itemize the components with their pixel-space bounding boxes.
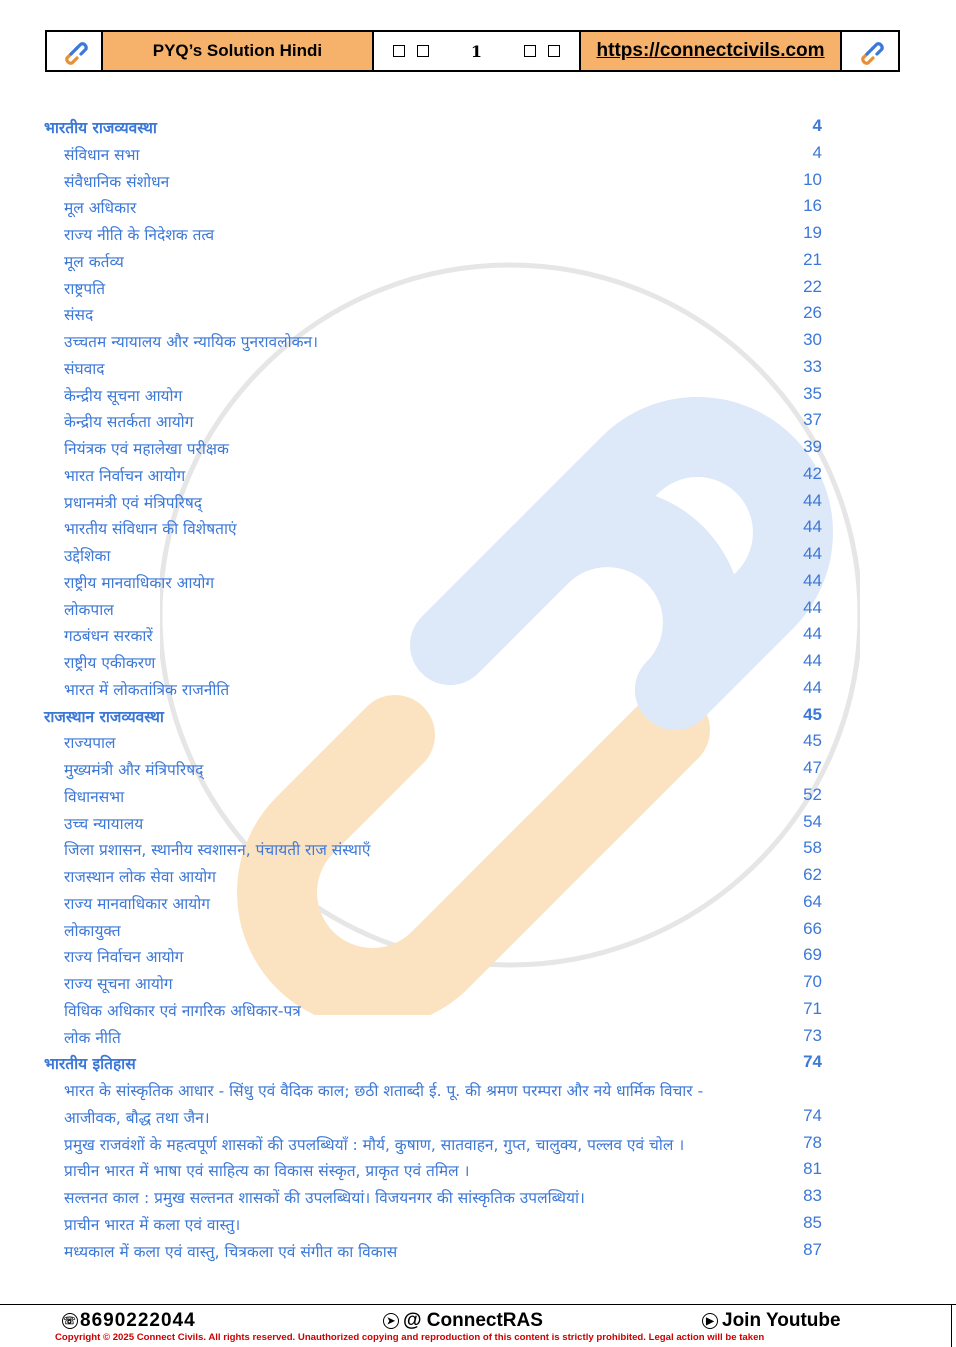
toc-entry-title: संवैधानिक संशोधन [64, 172, 170, 191]
toc-entry-page: 44 [803, 570, 822, 590]
toc-entry-page: 30 [803, 330, 822, 349]
toc-entry[interactable] [0, 1209, 956, 1236]
toc-entry-page: 45 [803, 704, 822, 724]
toc-entry-page: 44 [803, 544, 822, 563]
toc-entry[interactable] [0, 861, 956, 888]
toc-entry-title: राष्ट्रीय मानवाधिकार आयोग [64, 573, 215, 592]
toc-entry[interactable] [0, 380, 956, 407]
toc-entry[interactable] [0, 594, 956, 621]
toc-entry-page: 42 [803, 463, 822, 483]
toc-entry-page: 19 [803, 223, 822, 242]
toc-entry[interactable] [0, 727, 956, 754]
toc-entry[interactable] [0, 219, 956, 246]
toc-entry[interactable] [0, 1129, 956, 1156]
toc-entry-title: जिला प्रशासन, स्थानीय स्वशासन, पंचायती राज संस्थाएँ [64, 841, 371, 860]
toc-entry-page: 44 [803, 677, 822, 697]
toc-entry-page: 73 [803, 1025, 822, 1045]
toc-entry-title: उच्च न्यायालय [64, 814, 144, 833]
toc-entry-title: सल्तनत काल : प्रमुख सल्तनत शासकों की उपलब्धियां। विजयनगर की सांस्कृतिक उपलब्धियां। [64, 1189, 585, 1207]
toc-entry-page: 47 [803, 758, 822, 777]
toc-entry[interactable] [0, 754, 956, 781]
phone-number: 8690222044 [80, 1310, 196, 1331]
toc-entry-title: केन्द्रीय सतर्कता आयोग [64, 413, 194, 432]
toc-entry[interactable] [0, 1182, 956, 1209]
header-right-cell [842, 32, 898, 70]
toc-entry[interactable] [0, 299, 956, 326]
toc-entry-page: 21 [803, 249, 822, 269]
toc-entry[interactable] [0, 995, 956, 1022]
toc-entry-page: 37 [803, 410, 822, 430]
toc-entry-title: मूल कर्तव्य [64, 252, 124, 271]
telegram-handle: @ ConnectRAS [403, 1310, 543, 1331]
toc-entry-page: 70 [803, 972, 822, 991]
square-glyph-icon [524, 45, 536, 57]
toc-entry-page: 44 [803, 651, 822, 670]
toc-entry-title: विधिक अधिकार एवं नागरिक अधिकार-पत्र [64, 1001, 301, 1020]
toc-entry-title: राज्य सूचना आयोग [64, 975, 173, 993]
toc-entry[interactable] [0, 540, 956, 567]
toc-entry-page: 44 [803, 624, 822, 644]
toc-entry-title: प्राचीन भारत में भाषा एवं साहित्य का विकास संस्कृत, प्राकृत एवं तमिल । [64, 1162, 470, 1181]
toc-entry-page: 83 [803, 1186, 822, 1205]
toc-entry-page: 44 [803, 490, 822, 510]
toc-entry-page: 62 [803, 865, 822, 884]
toc-entry-page: 33 [803, 356, 822, 376]
toc-entry-page: 74 [803, 1052, 822, 1072]
toc-entry-title: संविधान सभा [64, 145, 140, 164]
toc-entry[interactable] [0, 1155, 956, 1182]
toc-section-heading[interactable] [0, 701, 956, 728]
toc-entry-title: उच्चतम न्यायालय और न्यायिक पुनरावलोकन। [64, 333, 319, 351]
toc-entry-page: 81 [803, 1159, 822, 1179]
toc-entry[interactable] [0, 353, 956, 380]
toc-entry[interactable] [0, 246, 956, 273]
toc-entry[interactable] [0, 915, 956, 942]
toc-entry-page: 22 [803, 276, 822, 296]
footer-telegram[interactable] [383, 1310, 543, 1332]
toc-entry[interactable] [0, 460, 956, 487]
toc-section-heading[interactable] [0, 112, 956, 139]
toc-entry[interactable] [0, 192, 956, 219]
toc-entry-title: राज्यपाल [64, 734, 116, 753]
toc-entry-title: संसद [64, 306, 94, 325]
toc-entry-page: 74 [803, 1105, 822, 1125]
toc-entry-title: भारत निर्वाचन आयोग [64, 466, 186, 485]
link-icon [59, 36, 89, 66]
toc-entry-page: 85 [803, 1212, 822, 1232]
toc-entry[interactable] [0, 273, 956, 300]
page-number-cell [374, 32, 580, 70]
toc-entry-page: 10 [803, 169, 822, 189]
toc-entry[interactable] [0, 968, 956, 995]
toc-entry-title: मूल अधिकार [64, 199, 137, 218]
page-footer [0, 1304, 956, 1347]
square-glyph-icon [417, 45, 429, 57]
header-title: PYQ’s Solution Hindi [103, 32, 375, 70]
toc-entry-page: 44 [803, 517, 822, 537]
footer-youtube[interactable] [702, 1310, 841, 1332]
toc-entry-page: 64 [803, 891, 822, 911]
toc-entry-page: 54 [803, 811, 822, 831]
toc-entry-page: 4 [812, 142, 822, 162]
page-number: 1 [470, 41, 483, 61]
toc-entry-title: उद्देशिका [64, 547, 111, 565]
toc-entry-title: मुख्यमंत्री और मंत्रिपरिषद् [64, 761, 204, 779]
toc-entry[interactable] [0, 1236, 956, 1263]
toc-entry[interactable] [0, 1075, 956, 1102]
toc-entry[interactable] [0, 1102, 956, 1129]
toc-entry-title: राष्ट्रीय एकीकरण [64, 654, 156, 672]
toc-entry-page: 16 [803, 196, 822, 216]
square-glyph-icon [548, 45, 560, 57]
toc-entry-title: लोकपाल [64, 600, 114, 619]
toc-entry-title: केन्द्रीय सूचना आयोग [64, 386, 183, 405]
toc-entry[interactable] [0, 166, 956, 193]
youtube-label: Join Youtube [722, 1310, 841, 1331]
toc-entry-title: संघवाद [64, 359, 105, 378]
toc-entry-title: भारतीय इतिहास [44, 1055, 136, 1074]
toc-entry-title: भारत के सांस्कृतिक आधार - सिंधु एवं वैदिक काल; छठी शताब्दी ई. पू. की श्रमण परम्परा और नये धार्मिक विचार - [64, 1082, 704, 1100]
telegram-icon: ➤ [383, 1313, 399, 1329]
toc-entry-title: प्राचीन भारत में कला एवं वास्तु। [64, 1215, 241, 1234]
toc-entry-page: 87 [803, 1239, 822, 1259]
website-link[interactable]: https://connectcivils.com [581, 32, 843, 70]
toc-entry-title: नियंत्रक एवं महालेखा परीक्षक [64, 440, 229, 458]
toc-entry-title: राजस्थान राजव्यवस्था [44, 707, 164, 726]
page-header [45, 30, 900, 72]
toc-entry[interactable] [0, 647, 956, 674]
toc-entry-title: मध्यकाल में कला एवं वास्तु, चित्रकला एवं संगीत का विकास [64, 1242, 398, 1261]
phone-icon: ☏ [62, 1313, 78, 1329]
toc-entry-title: भारतीय संविधान की विशेषताएं [64, 520, 237, 539]
toc-entry-title: प्रमुख राजवंशों के महत्वपूर्ण शासकों की उपलब्धियाँ : मौर्य, कुषाण, सातवाहन, गुप्त, चालुक्य, पल्लव एवं चोल । [64, 1135, 685, 1154]
toc-entry[interactable] [0, 941, 956, 968]
toc-entry[interactable] [0, 888, 956, 915]
toc-entry-page: 69 [803, 945, 822, 965]
youtube-icon: ▶ [702, 1313, 718, 1329]
toc-entry-page: 4 [812, 116, 822, 135]
toc-entry-title: राज्य मानवाधिकार आयोग [64, 894, 210, 913]
toc-entry-title: प्रधानमंत्री एवं मंत्रिपरिषद् [64, 493, 203, 512]
toc-entry-page: 71 [803, 998, 822, 1018]
footer-phone[interactable] [62, 1310, 196, 1332]
header-left-cell [47, 32, 103, 70]
toc-entry-page: 26 [803, 303, 822, 323]
toc-entry-title: विधानसभा [64, 787, 125, 806]
toc-entry-title: गठबंधन सरकारें [64, 627, 153, 646]
toc-entry[interactable] [0, 406, 956, 433]
toc-entry-title: राष्ट्रपति [64, 279, 106, 298]
toc-entry[interactable] [0, 567, 956, 594]
square-glyph-icon [393, 45, 405, 57]
toc-entry-page: 52 [803, 784, 822, 804]
toc-entry[interactable] [0, 834, 956, 861]
toc-entry-title: भारत में लोकतांत्रिक राजनीति [64, 680, 230, 699]
toc-entry[interactable] [0, 620, 956, 647]
toc-entry-page: 45 [803, 731, 822, 751]
toc-entry-page: 58 [803, 838, 822, 858]
toc-entry[interactable] [0, 139, 956, 166]
toc-entry[interactable] [0, 808, 956, 835]
toc-entry-page: 44 [803, 597, 822, 617]
toc-entry[interactable] [0, 781, 956, 808]
toc-entry-title: आजीवक, बौद्ध तथा जैन। [64, 1108, 210, 1127]
toc-section-heading[interactable] [0, 1048, 956, 1075]
toc-entry-page: 78 [803, 1132, 822, 1152]
toc-entry[interactable] [0, 513, 956, 540]
link-icon [855, 36, 885, 66]
toc-entry-title: लोकायुक्त [64, 921, 121, 940]
copyright-notice: Copyright © 2025 Connect Civils. All rights reserved. Unauthorized copying and reproduction of this content is strictly prohibited. Legal action will be taken [55, 1332, 765, 1343]
toc-entry-title: भारतीय राजव्यवस्था [44, 119, 157, 137]
table-of-contents [0, 112, 956, 1262]
footer-divider [951, 1305, 952, 1347]
toc-entry-title: लोक नीति [64, 1028, 121, 1047]
toc-entry[interactable] [0, 1022, 956, 1049]
toc-entry[interactable] [0, 326, 956, 353]
toc-entry[interactable] [0, 674, 956, 701]
toc-entry-title: राजस्थान लोक सेवा आयोग [64, 868, 216, 886]
toc-entry-title: राज्य नीति के निदेशक तत्व [64, 226, 215, 244]
toc-entry-title: राज्य निर्वाचन आयोग [64, 948, 184, 967]
toc-entry-page: 39 [803, 437, 822, 456]
toc-entry[interactable] [0, 433, 956, 460]
toc-entry-page: 66 [803, 918, 822, 938]
toc-entry[interactable] [0, 487, 956, 514]
toc-entry-page: 35 [803, 383, 822, 403]
